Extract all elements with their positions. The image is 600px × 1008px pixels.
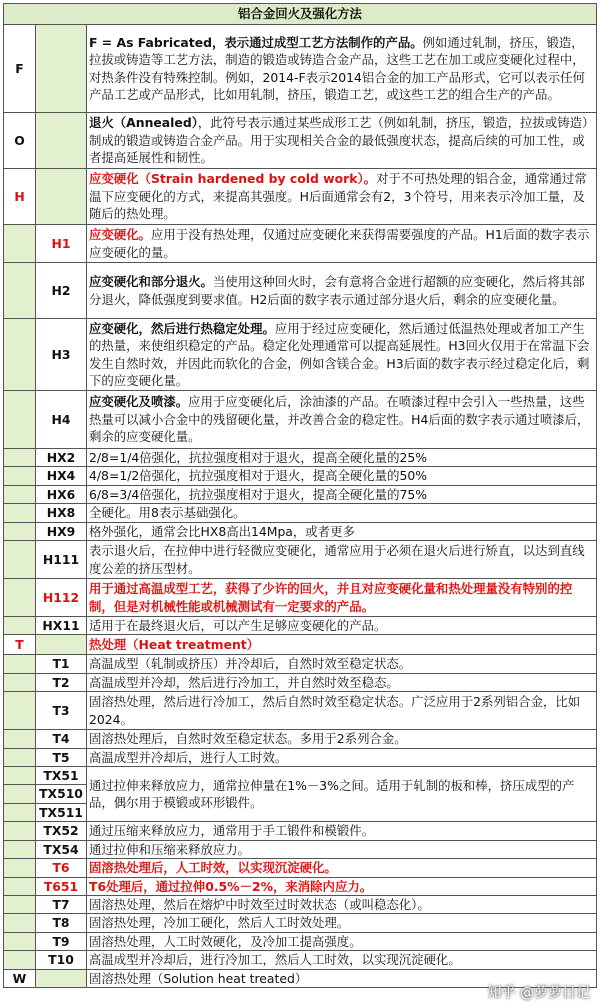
description-cell xyxy=(87,25,597,113)
sub-blank-cell xyxy=(36,969,87,987)
description-text: 例如通过轧制，挤压，锻造，拉拔或铸造等工艺方法，制造的锻造或铸造合金产品，这些工艺在加工或应变硬化过程中，对热条件没有特殊控制。例如，2014-F表示2014铝合金的加工产品形式，它可以表示任何产品工艺或产品形式，比如用轧制，挤压，锻造工艺，或这些工艺的组合生产的产品。 xyxy=(89,34,585,102)
table-row xyxy=(4,449,597,467)
group-blank-cell xyxy=(4,655,36,673)
description-text: 用于通过高温成型工艺，获得了少许的回火，并且对应变硬化量和热处理量没有特别的控制，但是对机械性能或机械测试有一定要求的产品。 xyxy=(89,581,573,614)
description-text: 固溶热处理，然后在熔炉中时效至过时效状态（或叫稳态化）。 xyxy=(89,896,430,912)
group-blank-cell xyxy=(4,877,36,895)
description-text: 应用于应变硬化后，涂油漆的产品。在喷漆过程中会引入一些热量，这些热量可以减小合金中的残留硬化量，并改善合金的稳定性。H4后面的数字表示通过喷漆后，剩余的应变硬化量。 xyxy=(89,394,590,445)
table-row xyxy=(4,767,597,785)
description-cell xyxy=(87,467,597,485)
sub-temper-code: H4 xyxy=(36,391,87,449)
description-cell xyxy=(87,655,597,673)
table-row xyxy=(4,263,597,319)
description-lead: F = As Fabricated，表示通过成型工艺方法制作的产品。 xyxy=(89,34,423,50)
table-row xyxy=(4,504,597,522)
group-blank-cell xyxy=(4,914,36,932)
description-text: 应用于没有热处理，仅通过应变硬化来获得需要强度的产品。H1后面的数字表示应变硬化的量。 xyxy=(89,227,590,260)
group-blank-cell xyxy=(4,263,36,319)
sub-temper-code: TX511 xyxy=(36,803,87,821)
table-row xyxy=(4,914,597,932)
description-cell xyxy=(87,541,597,579)
sub-temper-code: T8 xyxy=(36,914,87,932)
sub-temper-code: T3 xyxy=(36,692,87,730)
table-row xyxy=(4,319,597,391)
description-cell xyxy=(87,449,597,467)
table-row xyxy=(4,541,597,579)
table-row xyxy=(4,692,597,730)
table-row xyxy=(4,522,597,540)
group-blank-cell xyxy=(4,579,36,617)
description-cell xyxy=(87,169,597,225)
table-row xyxy=(4,485,597,503)
sub-temper-code: T10 xyxy=(36,951,87,969)
group-blank-cell xyxy=(4,673,36,691)
description-text: 固溶热处理，人工时效硬化，及冷加工提高强度。 xyxy=(89,933,362,949)
description-cell xyxy=(87,485,597,503)
table-row xyxy=(4,579,597,617)
description-text: 固溶热处理后，自然时效至稳定状态。多用于2系列合金。 xyxy=(89,731,407,747)
sub-temper-code: TX510 xyxy=(36,785,87,803)
description-cell xyxy=(87,635,597,655)
group-blank-cell xyxy=(4,467,36,485)
description-cell xyxy=(87,673,597,691)
description-cell xyxy=(87,617,597,635)
temper-code: W xyxy=(4,969,36,987)
sub-blank-cell xyxy=(36,25,87,113)
temper-code: O xyxy=(4,113,36,169)
group-blank-cell xyxy=(4,932,36,950)
table-row xyxy=(4,25,597,113)
group-blank-cell xyxy=(4,840,36,858)
description-cell xyxy=(87,932,597,950)
sub-temper-code: HX2 xyxy=(36,449,87,467)
description-cell xyxy=(87,319,597,391)
description-text: 高温成型并冷却后，进行冷加工，然后人工时效，以实现沉淀硬化。 xyxy=(89,952,461,968)
description-lead: 应变硬化，然后进行热稳定处理。 xyxy=(89,320,275,336)
group-blank-cell xyxy=(4,617,36,635)
description-cell xyxy=(87,504,597,522)
description-text: 4/8=1/2倍强化，抗拉强度相对于退火，提高全硬化量的50% xyxy=(89,468,428,484)
watermark: 知乎 @萝萝日记 xyxy=(487,985,590,1001)
description-text: 当使用这种回火时，会有意将合金进行超额的应变硬化，然后将其部分退火，降低强度到要求值。H2后面的数字表示通过部分退火后，剩余的应变硬化量。 xyxy=(89,274,585,307)
table-row xyxy=(4,822,597,840)
description-lead: 应变硬化和部分退火。 xyxy=(89,274,213,290)
description-text: 通过拉伸来释放应力，通常拉伸量在1%－3%之间。适用于轧制的板和棒，挤压成型的产品，偶尔用于模锻或环形锻件。 xyxy=(89,777,575,811)
description-text: 高温成型并冷却，然后进行冷加工，并自然时效至稳态。 xyxy=(89,674,399,690)
description-cell xyxy=(87,767,597,822)
sub-temper-code: T651 xyxy=(36,877,87,895)
description-cell xyxy=(87,748,597,766)
group-blank-cell xyxy=(4,730,36,748)
table-row xyxy=(4,730,597,748)
group-blank-cell xyxy=(4,785,36,803)
group-blank-cell xyxy=(4,859,36,877)
temper-table xyxy=(3,3,597,988)
description-text: 通过压缩来释放应力，通常用于手工锻件和模锻件。 xyxy=(89,823,374,839)
sub-temper-code: H1 xyxy=(36,225,87,263)
description-cell xyxy=(87,822,597,840)
group-blank-cell xyxy=(4,895,36,913)
description-lead: 应变硬化。 xyxy=(89,227,151,243)
sub-temper-code: HX6 xyxy=(36,485,87,503)
sub-temper-code: H3 xyxy=(36,319,87,391)
description-cell xyxy=(87,914,597,932)
table-row xyxy=(4,225,597,263)
sub-temper-code: HX11 xyxy=(36,617,87,635)
group-blank-cell xyxy=(4,485,36,503)
description-cell xyxy=(87,895,597,913)
description-text: 固溶热处理（Solution heat treated） xyxy=(89,970,308,986)
sub-temper-code: T2 xyxy=(36,673,87,691)
group-blank-cell xyxy=(4,803,36,821)
description-cell xyxy=(87,113,597,169)
sub-temper-code: T7 xyxy=(36,895,87,913)
sub-temper-code: T4 xyxy=(36,730,87,748)
sub-blank-cell xyxy=(36,113,87,169)
group-blank-cell xyxy=(4,767,36,785)
description-lead: 退火（Annealed） xyxy=(89,115,198,131)
description-cell xyxy=(87,579,597,617)
description-text: 高温成型（轧制或挤压）并冷却后，自然时效至稳定状态。 xyxy=(89,656,412,672)
description-text: 6/8=3/4倍强化，抗拉强度相对于退火，提高全硬化量的75% xyxy=(89,486,428,502)
temper-code: F xyxy=(4,25,36,113)
description-text: 高温成型并冷却后，进行人工时效。 xyxy=(89,749,288,765)
table-row xyxy=(4,895,597,913)
table-row xyxy=(4,169,597,225)
sub-temper-code: T6 xyxy=(36,859,87,877)
description-text: 通过拉伸和压缩来释放应力。 xyxy=(89,841,251,857)
description-cell xyxy=(87,840,597,858)
group-blank-cell xyxy=(4,449,36,467)
temper-code: H xyxy=(4,169,36,225)
description-cell xyxy=(87,859,597,877)
table-row xyxy=(4,673,597,691)
description-text: 全硬化。用8表示基础强化。 xyxy=(89,505,246,521)
group-blank-cell xyxy=(4,391,36,449)
table-row xyxy=(4,467,597,485)
sub-temper-code: H2 xyxy=(36,263,87,319)
table-row xyxy=(4,617,597,635)
table-row xyxy=(4,391,597,449)
sub-temper-code: T9 xyxy=(36,932,87,950)
description-text: 2/8=1/4倍强化，抗拉强度相对于退火，提高全硬化量的25% xyxy=(89,450,428,465)
description-cell xyxy=(87,225,597,263)
table-row xyxy=(4,655,597,673)
table-title: 铝合金回火及强化方法 xyxy=(4,4,597,25)
table-row xyxy=(4,877,597,895)
table-row xyxy=(4,951,597,969)
description-text: 固溶热处理，然后进行冷加工，然后自然时效至稳定状态。广泛应用于2系列铝合金，比如2024。 xyxy=(89,694,581,727)
description-text: T6处理后，通过拉伸0.5%－2%，来消除内应力。 xyxy=(89,878,373,894)
group-blank-cell xyxy=(4,951,36,969)
description-text: 适用于在最终退火后，可以产生足够应变硬化的产品。 xyxy=(89,618,387,634)
group-blank-cell xyxy=(4,822,36,840)
group-blank-cell xyxy=(4,692,36,730)
table-body xyxy=(4,25,597,988)
sub-temper-code: TX52 xyxy=(36,822,87,840)
table-row xyxy=(4,635,597,655)
sub-temper-code: HX4 xyxy=(36,467,87,485)
description-text: 表示退火后，在拉伸中进行轻微应变硬化，通常应用于必须在退火后进行矫直，以达到直线度公差的挤压型材。 xyxy=(89,543,585,576)
description-text: 固溶热处理后，人工时效，以实现沉淀硬化。 xyxy=(89,860,337,876)
sub-blank-cell xyxy=(36,635,87,655)
description-text: 对于不可热处理的铝合金，通常通过常温下应变硬化的方式，来提高其强度。H后面通常会有2，3个符号，用来表示冷加工量，及随后的热处理。 xyxy=(89,171,587,222)
sub-temper-code: HX9 xyxy=(36,522,87,540)
table-row xyxy=(4,859,597,877)
description-lead: 应变硬化及喷漆。 xyxy=(89,394,189,410)
table-row xyxy=(4,113,597,169)
table-row xyxy=(4,932,597,950)
description-cell xyxy=(87,951,597,969)
description-cell xyxy=(87,263,597,319)
description-cell xyxy=(87,877,597,895)
table-row xyxy=(4,748,597,766)
description-text: 固溶热处理，冷加工硬化，然后人工时效处理。 xyxy=(89,915,350,931)
description-text: 应用于经过应变硬化，然后通过低温热处理或者加工产生的热量，来使组织稳定的产品。稳定化处理通常可以提高延展性。H3回火仅用于在常温下会发生自然时效，并因此而软化的合金，例如含镁合金。H3后面的数字表示经过稳定化后，剩下的应变硬化量。 xyxy=(89,320,590,388)
group-blank-cell xyxy=(4,748,36,766)
sub-temper-code: TX51 xyxy=(36,767,87,785)
description-cell xyxy=(87,391,597,449)
description-text: 热处理（Heat treatment） xyxy=(89,637,260,653)
group-blank-cell xyxy=(4,541,36,579)
sub-blank-cell xyxy=(36,169,87,225)
group-blank-cell xyxy=(4,319,36,391)
sub-temper-code: HX8 xyxy=(36,504,87,522)
description-cell xyxy=(87,692,597,730)
group-blank-cell xyxy=(4,225,36,263)
group-blank-cell xyxy=(4,504,36,522)
description-cell xyxy=(87,730,597,748)
description-cell xyxy=(87,522,597,540)
temper-code: T xyxy=(4,635,36,655)
sub-temper-code: H111 xyxy=(36,541,87,579)
group-blank-cell xyxy=(4,522,36,540)
sub-temper-code: T5 xyxy=(36,748,87,766)
sub-temper-code: T1 xyxy=(36,655,87,673)
description-lead: 应变硬化（Strain hardened by cold work）。 xyxy=(89,171,377,187)
sub-temper-code: H112 xyxy=(36,579,87,617)
description-text: 格外强化，通常会比HX8高出14Mpa，或者更多 xyxy=(89,523,355,539)
table-row xyxy=(4,840,597,858)
description-text: ，此符号表示通过某些成形工艺（例如轧制，挤压，锻造，拉拔或铸造）制成的锻造或铸造合金产品。用于实现相关合金的最低强度状态，提高后续的可加工性，或者提高延展性和韧性。 xyxy=(89,115,589,166)
sub-temper-code: TX54 xyxy=(36,840,87,858)
